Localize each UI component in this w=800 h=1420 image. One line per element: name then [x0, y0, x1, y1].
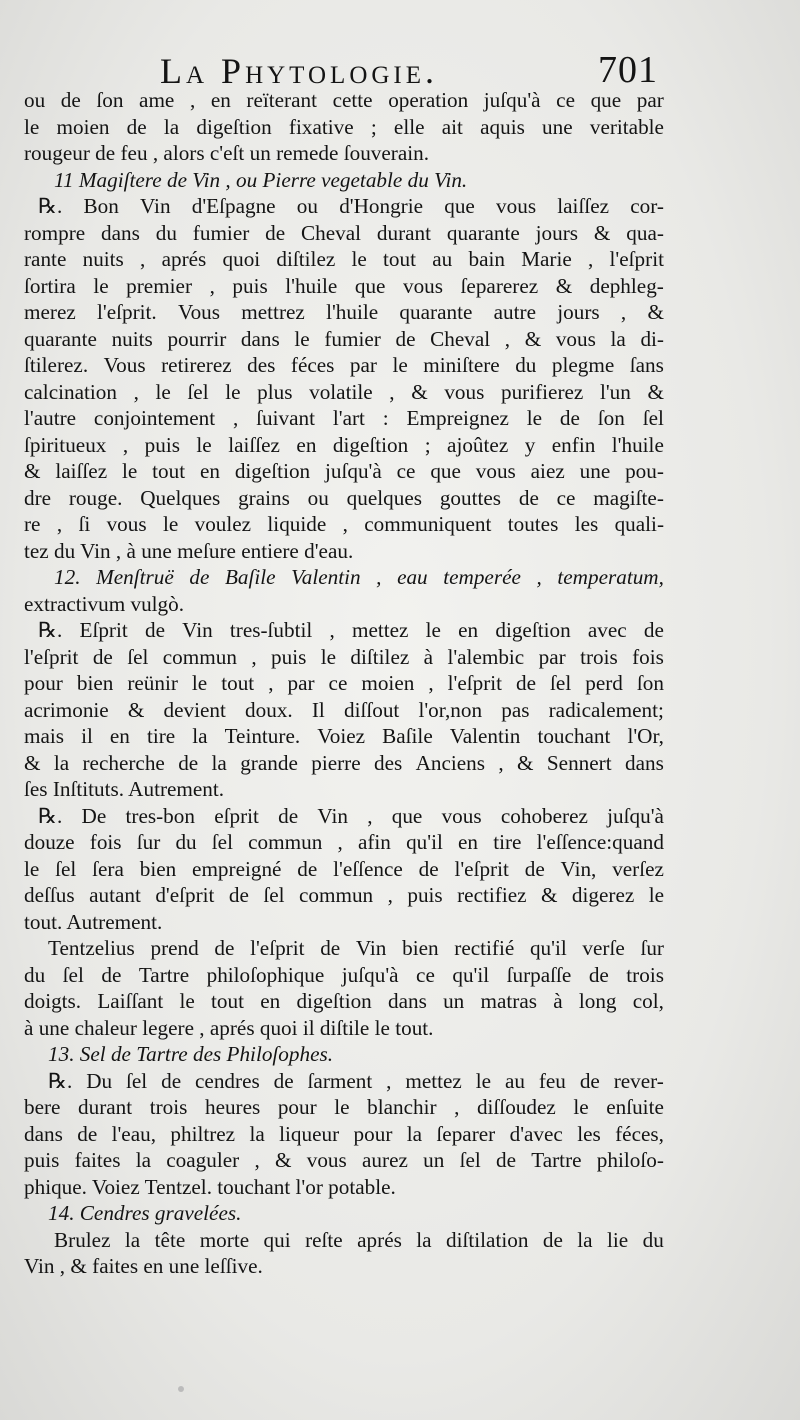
text-line: rompre dans du fumier de Cheval durant quarante jours & qua-	[24, 220, 664, 245]
section-heading-line: 14. Cendres gravelées.	[48, 1201, 242, 1225]
text-line: & la recherche de la grande pierre des Anciens , & Sennert dans	[24, 750, 664, 775]
section-heading-line: 13. Sel de Tartre des Philoſophes.	[48, 1042, 334, 1066]
body-text	[24, 87, 664, 1280]
text-line: ſortira le premier , puis l'huile que vous ſeparerez & dephleg-	[24, 273, 664, 298]
page-number: 701	[598, 49, 658, 91]
text-line: ℞. De tres-bon eſprit de Vin , que vous cohoberez juſqu'à	[38, 803, 664, 828]
text-line: Tentzelius prend de l'eſprit de Vin bien rectifié qu'il verſe ſur	[48, 936, 664, 960]
text-line: l'autre conjointement , ſuivant l'art : Empreignez le de ſon ſel	[24, 406, 664, 430]
text-line: doigts. Laiſſant le tout en digeſtion dans un matras à long col,	[24, 989, 664, 1013]
section-heading-line: 12. Menſtruë de Baſile Valentin , eau temperée , temperatum,	[54, 565, 664, 589]
text-line: acrimonie & devient doux. Il diſſout l'or,non pas radicalement;	[24, 697, 664, 722]
text-line: ſtilerez. Vous retirerez des féces par le miniſtere du plegme ſans	[24, 353, 664, 377]
text-line: Brulez la tête morte qui reſte aprés la diſtilation de la lie du	[54, 1227, 664, 1252]
text-line: phique. Voiez Tentzel. touchant l'or potable.	[24, 1174, 396, 1199]
text-line: extractivum vulgò.	[24, 591, 185, 616]
text-line: Vin , & faites en une leſſive.	[24, 1254, 263, 1278]
text-line: quarante nuits pourrir dans le fumier de Cheval , & vous la di-	[24, 326, 664, 351]
text-line: tout. Autrement.	[24, 909, 163, 934]
text-line: douze fois ſur du ſel commun , afin qu'il en tire l'eſſence:quand	[24, 830, 664, 854]
text-line: ℞. Eſprit de Vin tres-ſubtil , mettez le en digeſtion avec de	[38, 618, 664, 642]
text-line: deſſus autant d'eſprit de ſel commun , puis rectifiez & digerez le	[24, 883, 664, 907]
text-line: bere durant trois heures pour le blanchir , diſſoudez le enſuite	[24, 1095, 664, 1119]
text-line: re , ſi vous le voulez liquide , communiquent toutes les quali-	[24, 512, 664, 536]
text-line: rante nuits , aprés quoi diſtilez le tout au bain Marie , l'eſprit	[24, 247, 664, 271]
text-line: & laiſſez le tout en digeſtion juſqu'à ce que vous aiez une pou-	[24, 459, 664, 483]
text-line: ſpiritueux , puis le laiſſez en digeſtion ; ajoûtez y enfin l'huile	[24, 432, 664, 457]
text-line: merez l'eſprit. Vous mettrez l'huile quarante autre jours , &	[24, 300, 664, 324]
text-line: du ſel de Tartre philoſophique juſqu'à ce qu'il ſurpaſſe de trois	[24, 962, 664, 987]
text-line: ℞. Bon Vin d'Eſpagne ou d'Hongrie que vous laiſſez cor-	[38, 194, 664, 218]
text-line: ℞. Du ſel de cendres de ſarment , mettez le au feu de rever-	[48, 1068, 664, 1093]
text-line: dans de l'eau, philtrez la liqueur pour la ſeparer d'avec les féces,	[24, 1121, 664, 1146]
text-line: ſes Inſtituts. Autrement.	[24, 777, 225, 801]
ink-spot	[178, 1386, 184, 1392]
text-line: l'eſprit de ſel commun , puis le diſtilez à l'alembic par trois fois	[24, 644, 664, 669]
text-line: mais il en tire la Teinture. Voiez Baſile Valentin touchant l'Or,	[24, 724, 664, 748]
text-line: ou de ſon ame , en reïterant cette operation juſqu'à ce que par	[24, 88, 664, 112]
running-title: La Phytologie.	[160, 51, 439, 91]
text-line: le ſel ſera bien empreigné de l'eſſence de l'eſprit de Vin, verſez	[24, 856, 664, 881]
section-heading-line: 11 Magiſtere de Vin , ou Pierre vegetable du Vin.	[54, 167, 468, 192]
text-line: pour bien reünir le tout , par ce moien , l'eſprit de ſel perd ſon	[24, 671, 664, 695]
text-line: tez du Vin , à une meſure entiere d'eau.	[24, 538, 354, 563]
text-line: le moien de la digeſtion fixative ; elle ait aquis une veritable	[24, 114, 664, 139]
text-line: puis faites la coaguler , & vous aurez un ſel de Tartre philoſo-	[24, 1148, 664, 1172]
text-line: rougeur de feu , alors c'eſt un remede ſouverain.	[24, 141, 430, 165]
text-line: à une chaleur legere , aprés quoi il diſtile le tout.	[24, 1015, 434, 1040]
text-line: calcination , le ſel le plus volatile , & vous purifierez l'un &	[24, 379, 664, 404]
text-line: dre rouge. Quelques grains ou quelques gouttes de ce magiſte-	[24, 485, 664, 510]
